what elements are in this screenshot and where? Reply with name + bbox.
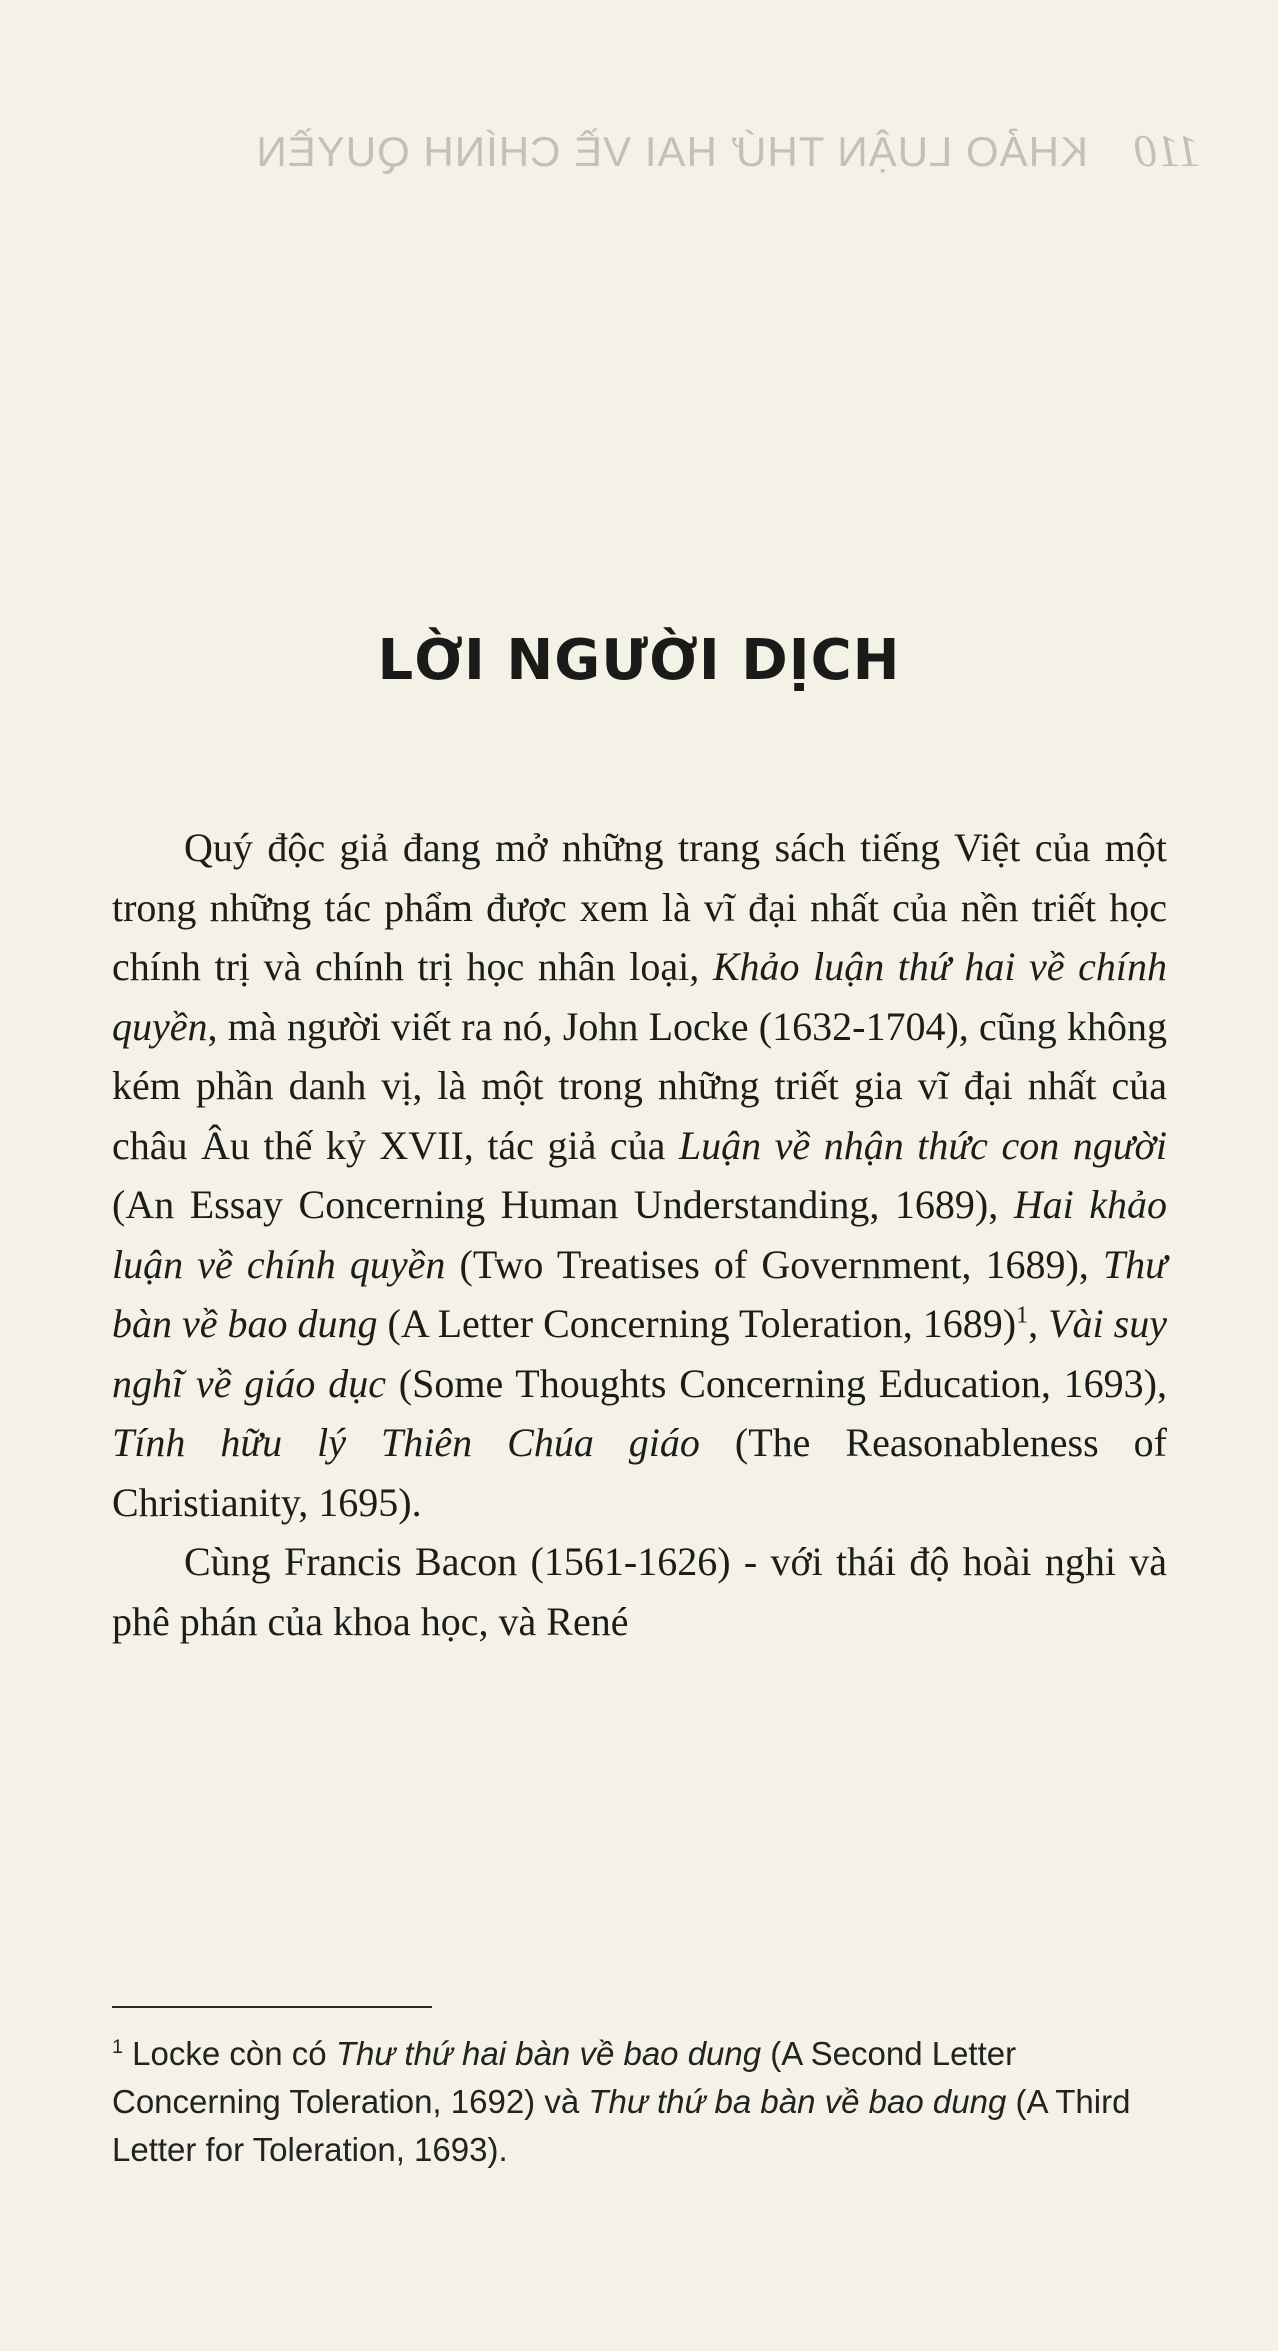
book-title-italic: Thư thứ ba bàn về bao dung <box>588 2083 1007 2120</box>
paragraph-1 <box>112 818 1167 1532</box>
text-run: (Some Thoughts Concerning Education, 1693), <box>385 1360 1167 1406</box>
footnote <box>112 2030 1167 2174</box>
text-run: (A Letter Concerning Toleration, 1689) <box>377 1301 1017 1346</box>
book-title-italic: Thư bàn về bao dung <box>112 1241 1167 1346</box>
text-run: (A Second Letter Concerning Toleration, 1692) và <box>112 2035 1017 2120</box>
book-title-italic: Vài suy nghĩ về giáo dục <box>112 1301 1168 1406</box>
book-title-italic: Khảo luận thứ hai về chính quyền <box>112 944 1167 1049</box>
bleed-through-page-number: 110 <box>1134 125 1200 176</box>
text-run: Quý độc giả đang mở những trang sách tiếng Việt của một trong những tác phẩm được xem là vĩ đại nhất của nền triết học chính trị và chính trị học nhân loại, <box>112 825 1167 989</box>
main-text <box>112 818 1167 1651</box>
book-title-italic: Thư thứ hai bàn về bao dung <box>335 2035 762 2072</box>
bleed-through-running-title: KHẢO LUẬN THỨ HAI VỀ CHÍNH QUYỀN <box>255 128 1088 175</box>
footnote-marker: 1 <box>112 2036 124 2058</box>
text-run: (A Third Letter for Toleration, 1693). <box>112 2083 1131 2168</box>
footnote-reference: 1 <box>1016 1302 1029 1329</box>
footnote-divider <box>112 2006 432 2008</box>
text-run: , <box>1028 1301 1049 1346</box>
chapter-heading: LỜI NGƯỜI DỊCH <box>377 628 901 693</box>
book-title-italic: Hai khảo luận về chính quyền <box>112 1182 1167 1287</box>
text-run: (The Reasonableness of Christianity, 1695). <box>112 1420 1167 1525</box>
book-title-italic: Tính hữu lý Thiên Chúa giáo <box>112 1420 700 1465</box>
book-title-italic: Luận về nhận thức con người <box>678 1122 1168 1168</box>
bleed-through-header <box>0 118 1278 188</box>
text-run: (An Essay Concerning Human Understanding, 1689), <box>112 1182 1014 1227</box>
paragraph-2: Cùng Francis Bacon (1561-1626) - với thái độ hoài nghi và phê phán của khoa học, và René <box>112 1539 1167 1644</box>
text-run: (Two Treatises of Government, 1689), <box>445 1241 1103 1287</box>
text-run: , mà người viết ra nó, John Locke (1632-1704), cũng không kém phần danh vị, là một trong những triết gia vĩ đại nhất của châu Âu thế kỷ XVII, tác giả của <box>112 1003 1167 1168</box>
text-run: Locke còn có <box>123 2035 336 2072</box>
